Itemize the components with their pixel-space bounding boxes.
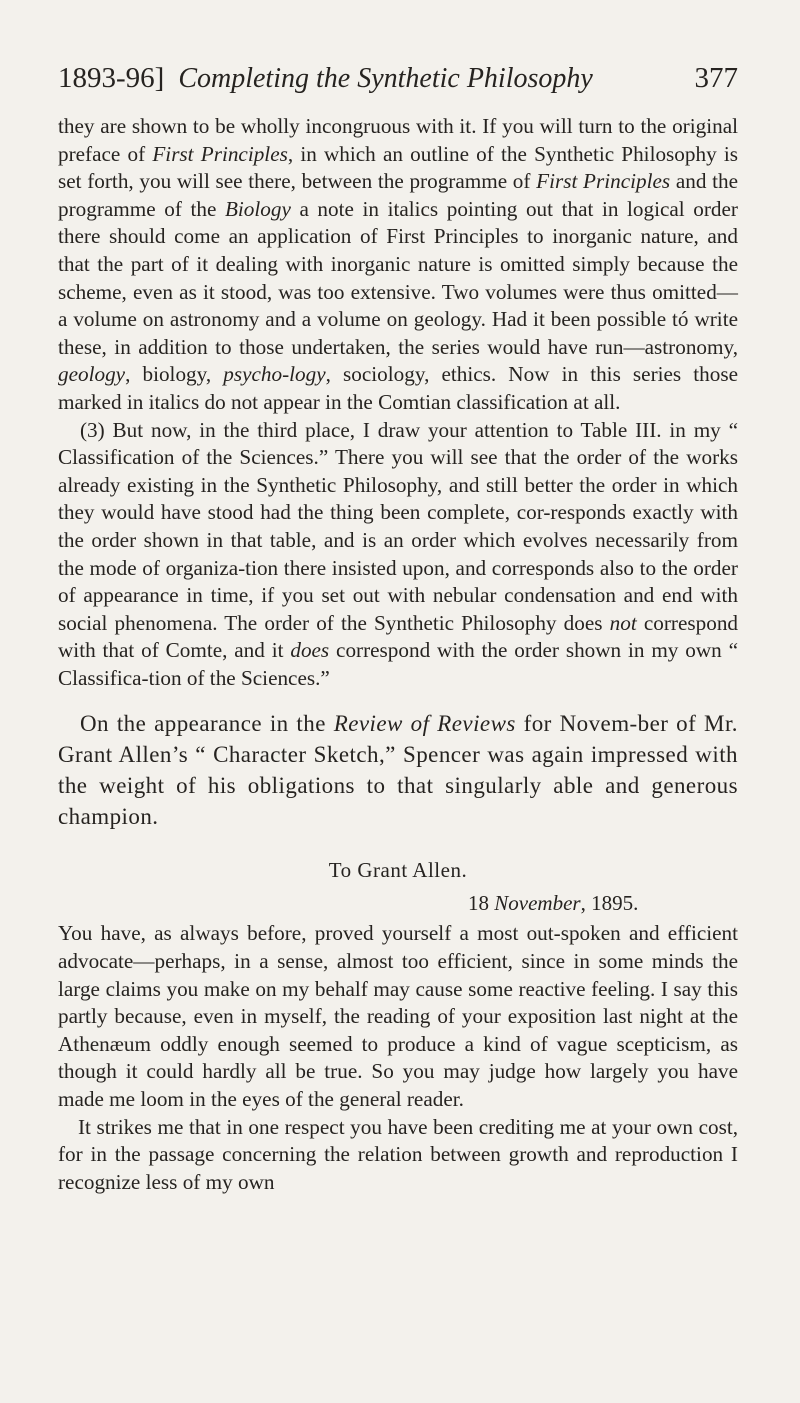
letter-heading: To Grant Allen. — [328, 858, 468, 883]
italic-text-run: psycho-logy — [223, 362, 326, 387]
letter-body-paragraph-2 — [58, 1114, 738, 1197]
running-head-years: 1893-96] — [58, 62, 165, 94]
date-month: November — [494, 891, 581, 916]
italic-text-run: First Principles — [536, 169, 671, 194]
letter-paragraph-1 — [58, 113, 738, 417]
text-run: , in which an outline of the Synthetic Philosophy is set forth, you will see there, between the programme of — [58, 141, 738, 194]
italic-text-run: First Principles — [152, 141, 288, 166]
italic-text-run: Biology — [224, 196, 291, 221]
text-run: a note in italics pointing out that in logical order there should come an application of First Principles to inorganic nature, and that the part of it dealing with inorganic nature is omitted simply because the scheme, even as it stood, was too extensive. Two volumes were thus omitted— a volume on astronomy and a volume on geology. Had it been possible tó write these, in addition to those undertaken, the series would have run—astronomy, — [58, 196, 738, 359]
text-run: correspond with that of Comte, and it — [58, 610, 739, 663]
text-run: You have, as always before, proved yourself a most out-spoken and efficient advocate—perhaps, in a sense, almost too efficient, since in some minds the large claims you make on my behalf may cause some reactive feeling. I say this partly because, even in myself, the reading of your exposition last night at the Athenæum oddly enough seemed to produce a kind of vague scepticism, as though it could hardly all be true. So you may judge how largely you have made me loom in the eyes of the general reader. — [58, 921, 738, 1112]
date-year: , 1895. — [580, 891, 639, 916]
text-run: It strikes me that in one respect you have been crediting me at your own cost, for in the passage concerning the relation between growth and reproduction I recognize less of my own — [58, 1114, 738, 1194]
text-run: they are shown to be wholly incongruous with it. If you will turn to the original preface of — [58, 114, 738, 166]
text-run: correspond with the order shown in my own “ Classifica-tion of the Sciences.” — [58, 638, 738, 690]
italic-text-run: not — [609, 610, 637, 635]
italic-text-run: geology — [58, 362, 126, 387]
text-run: and the programme of the — [58, 169, 738, 221]
text-run: On the appearance in the — [80, 711, 334, 737]
italic-text-run: Review of Reviews — [333, 711, 516, 737]
running-head — [58, 62, 738, 95]
text-run: , biology, — [125, 362, 224, 387]
letter-body — [58, 920, 738, 1196]
letter-continuation — [58, 113, 738, 692]
text-run: (3) But now, in the third place, I draw your attention to Table III. in my “ Classification of the Sciences.” There you will see that the order of the works already existing in the Synthetic Philosophy, and still better the order in which they would have stood had the thing been complete, cor-responds exactly with the order shown in that table, and is an order which evolves necessarily from the mode of organiza-tion there insisted upon, and corresponds also to the order of appearance in time, if you set out with nebular condensation and end with social phenomena. The order of the Synthetic Philosophy does — [58, 417, 738, 635]
narrative-paragraph — [58, 708, 738, 832]
letter-body-paragraph-1 — [58, 920, 738, 1113]
running-head-title: Completing the Synthetic Philosophy — [178, 63, 593, 94]
page-number: 377 — [694, 62, 738, 94]
date-day: 18 — [468, 891, 495, 916]
letter-date — [58, 891, 738, 916]
italic-text-run: does — [290, 638, 330, 663]
text-run: , sociology, ethics. Now in this series those marked in italics do not appear in the Comtian classification at all. — [58, 362, 738, 414]
letter-paragraph-2 — [58, 417, 738, 693]
text-run: for Novem-ber of Mr. Grant Allen’s “ Character Sketch,” Spencer was again impressed with the weight of his obligations to that singularly able and generous champion. — [58, 711, 738, 830]
